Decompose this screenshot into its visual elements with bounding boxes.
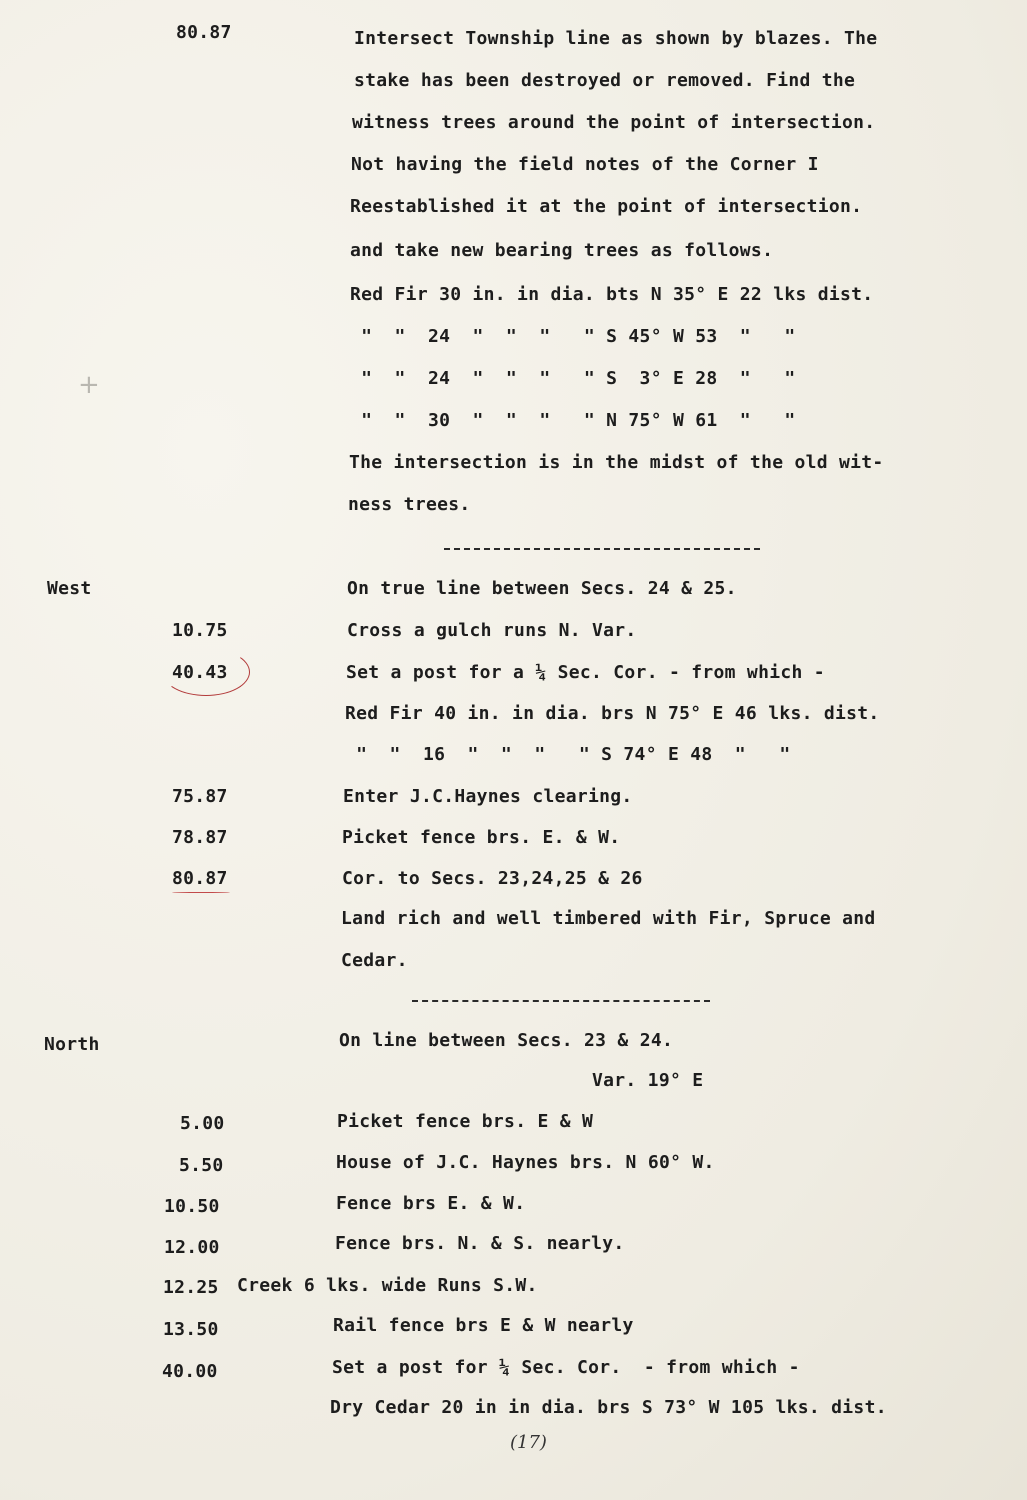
note-line: Not having the field notes of the Corner I bbox=[351, 154, 819, 175]
note-line: Picket fence brs. E. & W. bbox=[342, 827, 621, 848]
note-line: House of J.C. Haynes brs. N 60° W. bbox=[336, 1152, 715, 1173]
distance: 75.87 bbox=[172, 786, 228, 807]
direction-west: West bbox=[47, 578, 92, 599]
note-line: stake has been destroyed or removed. Find the bbox=[354, 70, 856, 91]
separator-line bbox=[444, 548, 760, 550]
distance: 80.87 bbox=[172, 868, 228, 889]
distance: 10.75 bbox=[172, 620, 228, 641]
note-line: Dry Cedar 20 in in dia. brs S 73° W 105 lks. dist. bbox=[330, 1397, 887, 1418]
note-line: Rail fence brs E & W nearly bbox=[333, 1315, 634, 1336]
note-line: Picket fence brs. E & W bbox=[337, 1111, 594, 1132]
distance: 12.00 bbox=[164, 1237, 220, 1258]
distance: 40.43 bbox=[172, 662, 228, 683]
note-line: and take new bearing trees as follows. bbox=[350, 240, 774, 261]
note-line: Cor. to Secs. 23,24,25 & 26 bbox=[342, 868, 643, 889]
note-line: Creek 6 lks. wide Runs S.W. bbox=[237, 1275, 538, 1296]
red-circle-mark bbox=[162, 648, 250, 696]
note-line: Set a post for ¼ Sec. Cor. - from which - bbox=[332, 1357, 800, 1378]
distance: 40.00 bbox=[162, 1361, 218, 1382]
note-line: " " 24 " " " " S 3° E 28 " " bbox=[350, 368, 796, 389]
page-number: (17) bbox=[510, 1432, 547, 1453]
variation-note: Var. 19° E bbox=[592, 1070, 704, 1091]
note-line: " " 16 " " " " S 74° E 48 " " bbox=[345, 744, 791, 765]
note-line: Set a post for a ¼ Sec. Cor. - from which - bbox=[346, 662, 825, 683]
note-line: Land rich and well timbered with Fir, Spruce and bbox=[341, 908, 876, 929]
note-line: On line between Secs. 23 & 24. bbox=[339, 1030, 674, 1051]
note-line: " " 24 " " " " S 45° W 53 " " bbox=[350, 326, 796, 347]
note-line: Reestablished it at the point of intersection. bbox=[350, 196, 863, 217]
red-underline-mark bbox=[172, 892, 230, 893]
distance: 10.50 bbox=[164, 1196, 220, 1217]
direction-north: North bbox=[44, 1034, 100, 1055]
note-line: Cedar. bbox=[341, 950, 408, 971]
note-line: Fence brs. N. & S. nearly. bbox=[335, 1233, 625, 1254]
distance-80-87-top: 80.87 bbox=[176, 22, 232, 43]
note-line: Enter J.C.Haynes clearing. bbox=[343, 786, 633, 807]
distance: 12.25 bbox=[163, 1277, 219, 1298]
note-line: ness trees. bbox=[348, 494, 471, 515]
note-line: Cross a gulch runs N. Var. bbox=[347, 620, 637, 641]
note-line: Fence brs E. & W. bbox=[336, 1193, 526, 1214]
separator-line bbox=[412, 1000, 710, 1002]
pencil-mark: + bbox=[78, 370, 100, 400]
distance: 5.00 bbox=[180, 1113, 225, 1134]
note-line: Intersect Township line as shown by blazes. The bbox=[354, 28, 878, 49]
note-line: Red Fir 30 in. in dia. bts N 35° E 22 lks dist. bbox=[350, 284, 874, 305]
note-line: " " 30 " " " " N 75° W 61 " " bbox=[350, 410, 796, 431]
note-line: witness trees around the point of intersection. bbox=[352, 112, 876, 133]
note-line: The intersection is in the midst of the old wit- bbox=[349, 452, 884, 473]
note-line: On true line between Secs. 24 & 25. bbox=[347, 578, 737, 599]
distance: 78.87 bbox=[172, 827, 228, 848]
note-line: Red Fir 40 in. in dia. brs N 75° E 46 lks. dist. bbox=[345, 703, 880, 724]
distance: 5.50 bbox=[179, 1155, 224, 1176]
distance: 13.50 bbox=[163, 1319, 219, 1340]
